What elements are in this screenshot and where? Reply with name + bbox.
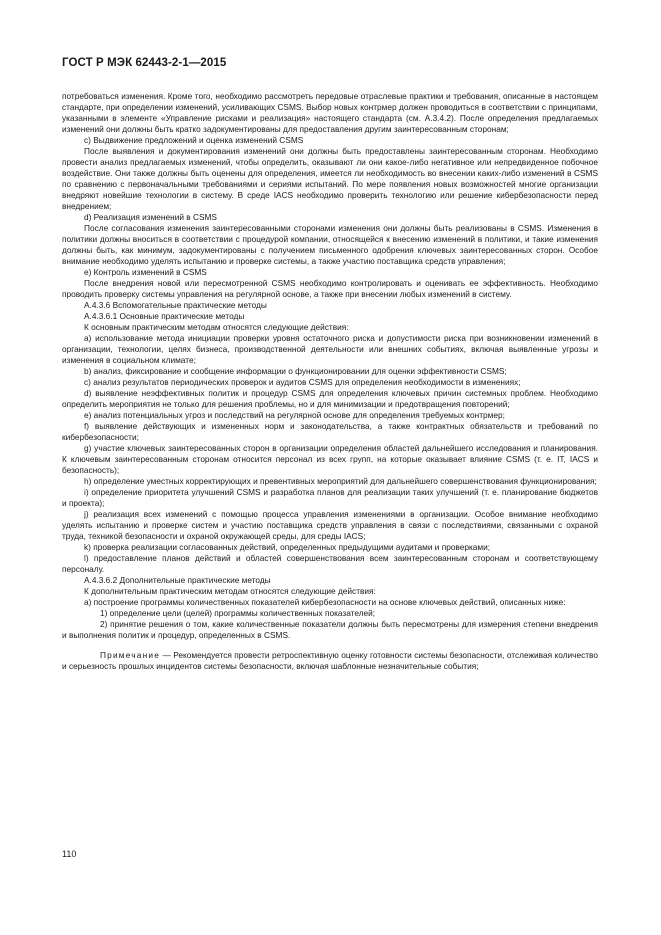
- list-item: f) выявление действующих и измененных норм и законодательства, а также контрактных обязательств и требований по кибербезопасности;: [62, 421, 598, 442]
- sub-list-item: 1) определение цели (целей) программы количественных показателей;: [100, 608, 376, 618]
- note-label: Примечание: [100, 650, 161, 660]
- note-text: — Рекомендуется провести ретроспективную оценку готовности системы безопасности, отслеживая количество и серьезность прошлых инцидентов системы безопасности, включая шаблонные незначительные события;: [62, 650, 598, 671]
- paragraph: потребоваться изменения. Кроме того, необходимо рассмотреть передовые отраслевые практики и требования, описанные в настоящем стандарте, при определении изменений, усиливающих CSMS. Выбор новых контрмер должен проводиться в соответствии с принципами, указанными в элементе «Управление рисками и реализация» настоящего стандарта (см. А.3.4.2). После определения предлагаемых изменений они должны быть кратко задокументированы для предоставления другим заинтересованным сторонам;: [62, 91, 598, 134]
- list-item: a) построение программы количественных показателей кибербезопасности на основе ключевых действий, описанных ниже:: [84, 597, 566, 607]
- section-heading: А.4.3.6 Вспомогательные практические методы: [84, 300, 267, 310]
- list-item: g) участие ключевых заинтересованных сторон в организации определения областей дальнейшего исследования и планирования. К ключевым заинтересованным сторонам относится персонал из всех групп, на которые оказывает влияние CSMS (т. е. IT, IACS и безопасность);: [62, 443, 598, 475]
- list-item: e) анализ потенциальных угроз и последствий на регулярной основе для определения требуемых контрмер;: [84, 410, 505, 420]
- document-header: ГОСТ Р МЭК 62443-2-1—2015: [62, 57, 227, 69]
- list-heading: d) Реализация изменений в CSMS: [84, 212, 217, 222]
- list-heading: e) Контроль изменений в CSMS: [84, 267, 207, 277]
- paragraph: После выявления и документирования изменений они должны быть предоставлены заинтересованным сторонам. Необходимо провести анализ предлагаемых изменений, чтобы определить, оказывают ли они какое-либо негативное или непредвиденное побочное воздействие. Они также должны быть оценены для определения, имеется ли необходимость во внесении каких-либо изменений в CSMS по сравнению с первоначальными требованиями и сериями испытаний. По мере появления новых возможностей многие организации внедряют новейшие технологии в систему. В среде IACS необходимо проверить технологию или решение кибербезопасности перед внедрением;: [62, 146, 598, 211]
- list-item: i) определение приоритета улучшений CSMS и разработка планов для реализации таких улучшений (т. е. планирование бюджетов и проекта);: [62, 487, 598, 508]
- list-item: c) анализ результатов периодических проверок и аудитов CSMS для определения необходимости в изменениях;: [84, 377, 521, 387]
- paragraph: К дополнительным практическим методам относятся следующие действия:: [84, 586, 376, 596]
- list-heading: c) Выдвижение предложений и оценка изменений CSMS: [84, 135, 304, 145]
- list-item: j) реализация всех изменений с помощью процесса управления изменениями в организации. Особое внимание необходимо уделять испытанию и проверке систем и участию поставщика средств управления в связи с последствиями, связанными с охраной труда, техникой безопасности и охраной окружающей среды, для среды IACS;: [62, 509, 598, 541]
- section-heading: А.4.3.6.1 Основные практические методы: [84, 311, 245, 321]
- paragraph: После согласования изменения заинтересованными сторонами изменения они должны быть реализованы в CSMS. Изменения в политики должны вноситься в соответствии с процедурой компании, относящейся к внесению изменений в политики, и такие изменения должны быть, как минимум, задокументированы с получением письменного одобрения ключевых заинтересованных сторон. Особое внимание необходимо уделять испытанию и проверке системы, а также участию поставщика средств управления;: [62, 223, 598, 266]
- list-item: k) проверка реализации согласованных действий, определенных предыдущими аудитами и проверками;: [84, 542, 491, 552]
- paragraph: После внедрения новой или пересмотренной CSMS необходимо контролировать и оценивать ее эффективность. Необходимо проводить проверку системы управления на регулярной основе, а также при внесении любых изменений в систему.: [62, 278, 598, 299]
- list-item: a) использование метода инициации проверки уровня остаточного риска и допустимости риска при возникновении изменений в организации, технологии, целях бизнеса, производственной деятельности или внешних событиях, включая выявленные угрозы и изменения в социальном климате;: [62, 333, 598, 365]
- note: [62, 650, 598, 672]
- page-number: 110: [62, 849, 77, 859]
- list-item: l) предоставление планов действий и областей совершенствования всем заинтересованным сторонам и соответствующему персоналу.: [62, 553, 598, 574]
- list-item: d) выявление неэффективных политик и процедур CSMS для определения ключевых причин системных проблем. Необходимо определить мероприятия не только для решения проблемы, но и для минимизации и предотвращения повторений;: [62, 388, 598, 409]
- section-heading: А.4.3.6.2 Дополнительные практические методы: [84, 575, 271, 585]
- document-body: [62, 91, 598, 672]
- sub-list-item: 2) принятие решения о том, какие количественные показатели должны быть пересмотрены для измерения степени внедрения и выполнения политик и процедур, определенных в CSMS.: [62, 619, 598, 640]
- list-item: h) определение уместных корректирующих и превентивных мероприятий для дальнейшего совершенствования функционирования;: [84, 476, 597, 486]
- list-item: b) анализ, фиксирование и сообщение информации о функционировании для оценки эффективности CSMS;: [84, 366, 507, 376]
- paragraph: К основным практическим методам относятся следующие действия:: [84, 322, 349, 332]
